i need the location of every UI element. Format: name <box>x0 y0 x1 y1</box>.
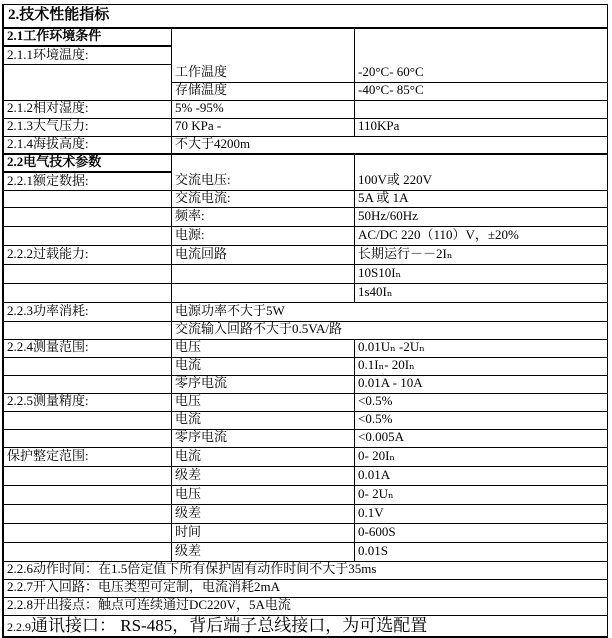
param-value-cell: 100V或 220V <box>355 155 608 191</box>
label-ambient-temperature: 2.1.1环境温度: <box>4 47 172 65</box>
spec-table <box>2 4 608 638</box>
param-value-cell: 50Hz/60Hz <box>355 208 608 227</box>
note-comm-interface-text: 通讯接口： RS-485，背后端子总线接口，为可选配置 <box>31 615 428 635</box>
label-altitude: 2.1.4海拔高度: <box>4 137 172 155</box>
table-row <box>4 284 608 303</box>
table-row <box>4 265 608 284</box>
param-value-cell: 110KPa <box>355 119 608 137</box>
empty-cell <box>4 412 172 430</box>
note-comm-interface-number: 2.2.9 <box>7 619 31 634</box>
table-row <box>4 303 608 322</box>
param-value-cell: <0.5% <box>355 394 608 412</box>
param-value-cell: 10S10Iₙ <box>355 265 608 284</box>
table-row <box>4 467 608 486</box>
table-row <box>4 155 608 173</box>
empty-cell <box>4 322 172 340</box>
empty-cell <box>4 376 172 394</box>
param-name-cell: 交流电压: <box>172 155 355 191</box>
label-air-pressure: 2.1.3大气压力: <box>4 119 172 137</box>
table-row <box>4 598 608 616</box>
table-row <box>4 376 608 394</box>
empty-cell <box>4 265 172 284</box>
empty-cell <box>4 543 172 562</box>
table-row <box>4 562 608 580</box>
param-value-cell: <0.5% <box>355 412 608 430</box>
empty-cell <box>4 467 172 486</box>
param-value-cell: 电源功率不大于5W <box>172 303 608 322</box>
table-row <box>4 524 608 543</box>
param-value-cell: 1s40Iₙ <box>355 284 608 303</box>
table-row <box>4 5 608 29</box>
param-value-cell: 0-600S <box>355 524 608 543</box>
empty-cell <box>4 65 172 101</box>
param-name-cell: 级差 <box>172 543 355 562</box>
param-value-cell: 交流输入回路不大于0.5VA/路 <box>172 322 608 340</box>
table-row <box>4 101 608 119</box>
section-heading-2-2: 2.2电气技术参数 <box>4 155 172 173</box>
param-name-cell: 时间 <box>172 524 355 543</box>
section-heading-2-1: 2.1工作环境条件 <box>4 29 172 47</box>
table-row <box>4 119 608 137</box>
empty-cell <box>355 101 608 119</box>
table-row <box>4 227 608 246</box>
param-value-cell: 0.01S <box>355 543 608 562</box>
label-rated-data: 2.2.1额定数据: <box>4 173 172 191</box>
param-value-cell: 0- 20Iₙ <box>355 448 608 467</box>
label-protection-setting-range: 保护整定范围: <box>4 448 172 467</box>
param-value-cell: 70 KPa - <box>172 119 355 137</box>
param-value-cell: 0.01A <box>355 467 608 486</box>
label-power-consumption: 2.2.3功率消耗: <box>4 303 172 322</box>
param-value-cell: <0.005A <box>355 430 608 448</box>
param-name-cell: 级差 <box>172 505 355 524</box>
empty-cell <box>4 358 172 376</box>
table-row <box>4 486 608 505</box>
table-row <box>4 543 608 562</box>
param-name-cell: 电流 <box>172 448 355 467</box>
param-name-cell: 电流回路 <box>172 246 355 265</box>
table-row <box>4 616 608 638</box>
empty-cell <box>4 430 172 448</box>
table-row <box>4 29 608 47</box>
empty-cell <box>172 265 355 284</box>
table-row <box>4 322 608 340</box>
param-name-cell: 电流 <box>172 358 355 376</box>
note-output-contact: 2.2.8开出接点：触点可连续通过DC220V，5A电流 <box>4 598 608 616</box>
param-name-cell: 电压 <box>172 340 355 358</box>
param-value-cell: AC/DC 220（110）V，±20% <box>355 227 608 246</box>
empty-cell <box>4 284 172 303</box>
param-name-cell: 电流 <box>172 412 355 430</box>
param-value-cell: 0.01A - 10A <box>355 376 608 394</box>
param-name-cell: 级差 <box>172 467 355 486</box>
empty-cell <box>4 191 172 208</box>
table-row <box>4 137 608 155</box>
table-row <box>4 412 608 430</box>
note-comm-interface <box>4 616 608 638</box>
empty-cell <box>4 505 172 524</box>
param-name-cell: 交流电流: <box>172 191 355 208</box>
empty-cell <box>4 524 172 543</box>
param-name-cell: 工作温度 <box>172 29 355 83</box>
table-row <box>4 246 608 265</box>
label-overload-capacity: 2.2.2过载能力: <box>4 246 172 265</box>
label-measure-accuracy: 2.2.5测量精度: <box>4 394 172 412</box>
param-value-cell: 0- 2Uₙ <box>355 486 608 505</box>
empty-cell <box>4 227 172 246</box>
note-action-time: 2.2.6动作时间：在1.5倍定值下所有保护固有动作时间不大于35ms <box>4 562 608 580</box>
empty-cell <box>4 208 172 227</box>
param-value-cell: 5% -95% <box>172 101 355 119</box>
table-row <box>4 505 608 524</box>
param-value-cell: 0.1V <box>355 505 608 524</box>
param-name-cell: 零序电流 <box>172 430 355 448</box>
param-value-cell: 0.01Uₙ -2Uₙ <box>355 340 608 358</box>
table-row <box>4 394 608 412</box>
table-row <box>4 448 608 467</box>
label-measure-range: 2.2.4测量范围: <box>4 340 172 358</box>
param-value-cell: 0.1Iₙ- 20Iₙ <box>355 358 608 376</box>
label-relative-humidity: 2.1.2相对湿度: <box>4 101 172 119</box>
table-row <box>4 358 608 376</box>
param-name-cell: 频率: <box>172 208 355 227</box>
table-row <box>4 191 608 208</box>
table-row <box>4 580 608 598</box>
param-value-cell: -40°C- 85°C <box>355 83 608 101</box>
param-value-cell: 不大于4200m <box>172 137 608 155</box>
table-row <box>4 340 608 358</box>
param-value-cell: 5A 或 1A <box>355 191 608 208</box>
param-name-cell: 电源: <box>172 227 355 246</box>
param-name-cell: 存储温度 <box>172 83 355 101</box>
page-title: 2.技术性能指标 <box>4 5 608 29</box>
param-name-cell: 电压 <box>172 486 355 505</box>
param-value-cell: 长期运行－－2Iₙ <box>355 246 608 265</box>
empty-cell <box>4 486 172 505</box>
note-input-circuit: 2.2.7开入回路：电压类型可定制，电流消耗2mA <box>4 580 608 598</box>
table-row <box>4 208 608 227</box>
empty-cell <box>172 284 355 303</box>
param-name-cell: 电压 <box>172 394 355 412</box>
param-name-cell: 零序电流 <box>172 376 355 394</box>
table-row <box>4 430 608 448</box>
param-value-cell: -20°C- 60°C <box>355 29 608 83</box>
